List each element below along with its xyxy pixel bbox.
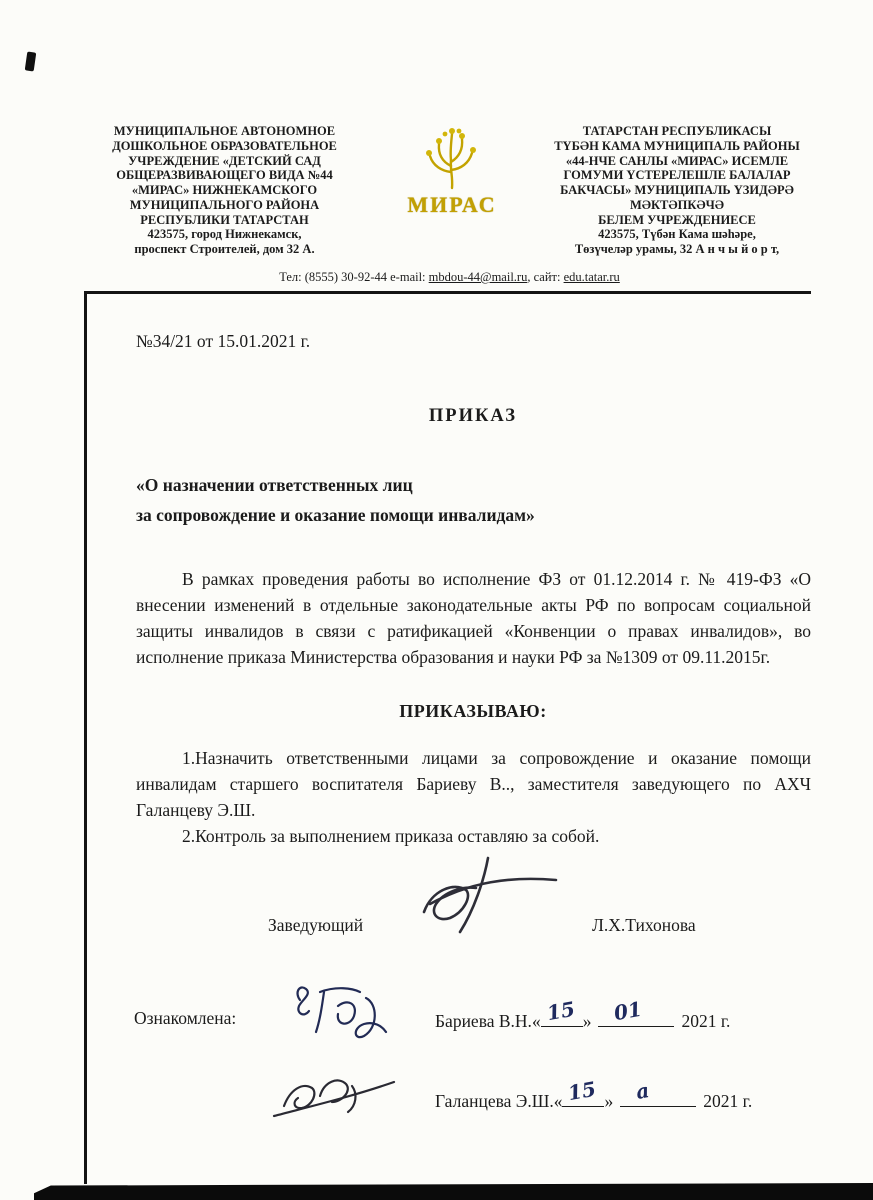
month-blank xyxy=(620,1078,696,1107)
letterhead-address-line: 423575, город Нижнекамск, xyxy=(147,227,302,242)
ack-year: 2021 г. xyxy=(703,1091,753,1111)
letterhead-line: «МИРАС» НИЖНЕКАМСКОГО xyxy=(131,183,318,197)
signature-barieva xyxy=(286,980,401,1045)
order-items xyxy=(136,745,811,849)
handwritten-month: 01 xyxy=(612,996,645,1026)
acknowledged-label: Ознакомлена: xyxy=(134,1008,237,1028)
letterhead-line: ОБЩЕРАЗВИВАЮЩЕГО ВИДА №44 xyxy=(116,168,333,183)
handwritten-day: 15 xyxy=(566,1076,599,1106)
logo xyxy=(396,126,508,218)
month-blank xyxy=(598,996,674,1027)
ack-name: Галанцева Э.Ш. xyxy=(435,1091,554,1111)
quote-open: « xyxy=(531,1011,541,1031)
letterhead-line: ТҮБӘН КАМА МУНИЦИПАЛЬ РАЙОНЫ xyxy=(554,138,800,153)
quote-close: » xyxy=(604,1091,614,1111)
letterhead-line: РЕСПУБЛИКИ ТАТАРСТАН xyxy=(140,212,309,227)
ack-year: 2021 г. xyxy=(681,1011,731,1031)
acknowledgement-row-barieva xyxy=(435,996,731,1032)
document-number: №34/21 от 15.01.2021 г. xyxy=(136,331,311,351)
signature-tikhonova xyxy=(410,852,560,947)
letterhead-line: БЕЛЕМ УЧРЕЖДЕНИЕСЕ xyxy=(598,212,756,227)
letterhead-address-line: 423575, Түбән Кама шәһәре, xyxy=(598,227,756,242)
letterhead-line: «44-НЧЕ САНЛЫ «МИРАС» ИСЕМЛЕ xyxy=(565,153,789,168)
subject-line: «О назначении ответственных лиц xyxy=(136,475,413,495)
order-heading: ПРИКАЗЫВАЮ: xyxy=(399,701,547,721)
site-text: edu.tatar.ru xyxy=(563,270,620,284)
phone-text: Тел: (8555) 30-92-44 e-mail: xyxy=(279,270,429,284)
handwritten-month: а xyxy=(634,1078,652,1104)
document-title: ПРИКАЗ xyxy=(428,406,518,426)
order-item: 2.Контроль за выполнением приказа оставляю за собой. xyxy=(182,826,600,847)
letterhead-line: МӘКТӘПКӘЧӘ xyxy=(629,197,725,212)
tree-logo-icon xyxy=(413,126,491,190)
letterhead-divider-line xyxy=(87,291,811,294)
letterhead-russian-column xyxy=(92,124,357,257)
letterhead-line: ТАТАРСТАН РЕСПУБЛИКАСЫ xyxy=(582,124,772,138)
letterhead-line: УЧРЕЖДЕНИЕ «ДЕТСКИЙ САД xyxy=(128,153,321,168)
letterhead-line: МУНИЦИПАЛЬНОГО РАЙОНА xyxy=(129,197,320,212)
scan-artifact-left-edge xyxy=(84,291,87,1184)
order-item: 1.Назначить ответственными лицами за сопровождение и оказание помощи инвалидам старшего воспитателя Бариеву В.., заместителя заведующего по АХЧ Галанцеву Э.Ш. xyxy=(136,748,811,821)
scan-artifact-bottom-edge xyxy=(34,1183,873,1200)
day-blank xyxy=(562,1076,604,1107)
letterhead-address-line: Төзүчеләр урамы, 32 А н ч ы й о р т, xyxy=(574,242,780,256)
letterhead-line: БАКЧАСЫ» МУНИЦИПАЛЬ ҮЗИДӘРӘ xyxy=(560,183,794,197)
ack-name: Бариева В.Н. xyxy=(435,1011,532,1031)
acknowledgement-row-galantseva xyxy=(435,1076,753,1112)
document-subject xyxy=(136,470,535,530)
preamble-paragraph: В рамках проведения работы во исполнение ФЗ от 01.12.2014 г. № 419-ФЗ «О внесении изменений в отдельные законодательные акты РФ по вопросам социальной защиты инвалидов в связи с ратификацией «Конвенции о правах инвалидов», во исполнение приказа Министерства образования и науки РФ за №1309 от 09.11.2015г. xyxy=(136,569,811,668)
head-name: Л.Х.Тихонова xyxy=(592,915,696,935)
signature-galantseva xyxy=(268,1066,398,1124)
scan-artifact-topleft xyxy=(25,51,37,71)
letterhead-line: ГОМУМИ ҮСТЕРЕЛЕШЛЕ БАЛАЛАР xyxy=(563,168,791,183)
site-label: , сайт: xyxy=(527,270,564,284)
head-role-label: Заведующий xyxy=(268,915,364,935)
handwritten-day: 15 xyxy=(544,996,577,1026)
day-blank xyxy=(541,996,583,1027)
contact-line xyxy=(88,270,811,285)
letterhead-address-line: проспект Строителей, дом 32 А. xyxy=(134,242,315,256)
letterhead-tatar-column xyxy=(528,124,826,257)
quote-close: » xyxy=(582,1011,592,1031)
logo-text: МИРАС xyxy=(407,192,497,217)
email-text: mbdou-44@mail.ru xyxy=(428,270,528,284)
quote-open: « xyxy=(553,1091,563,1111)
letterhead-line: ДОШКОЛЬНОЕ ОБРАЗОВАТЕЛЬНОЕ xyxy=(112,138,337,153)
letterhead-line: МУНИЦИПАЛЬНОЕ АВТОНОМНОЕ xyxy=(113,124,336,138)
subject-line: за сопровождение и оказание помощи инвалидам» xyxy=(136,505,535,526)
